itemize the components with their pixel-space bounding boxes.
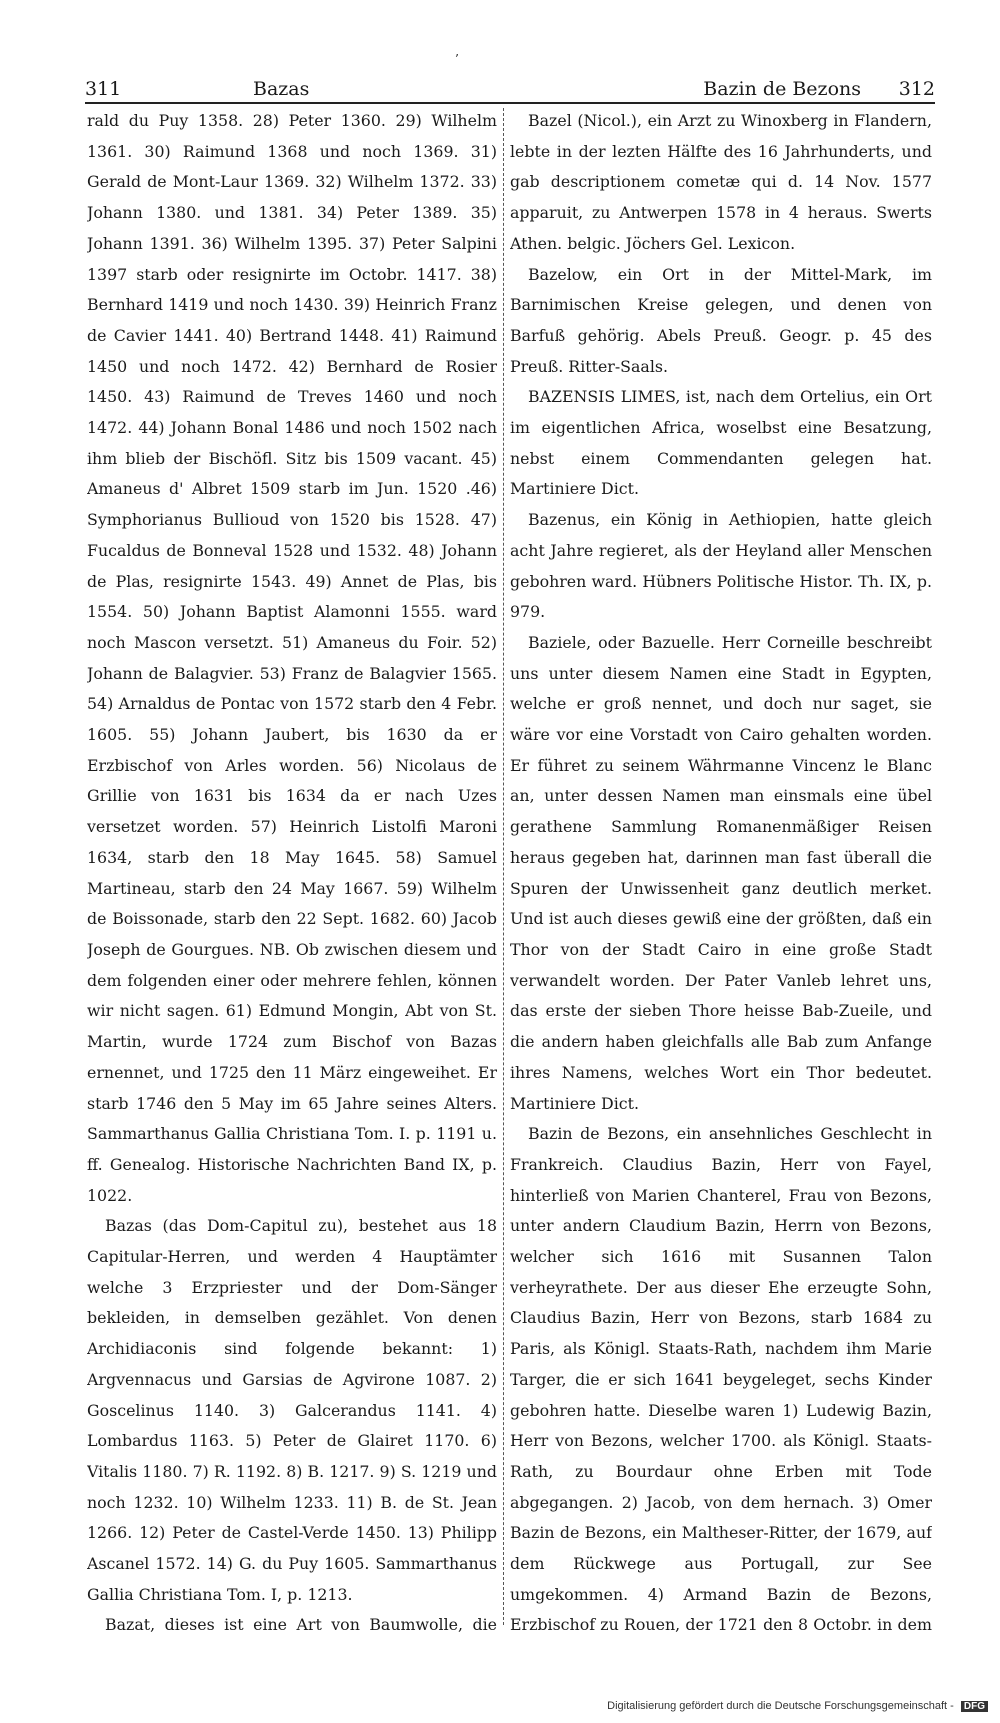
header-title-left: Bazas (253, 78, 310, 100)
header-rule (85, 102, 935, 104)
digitization-footer (607, 1700, 988, 1712)
dictionary-entry: rald du Puy 1358. 28) Peter 1360. 29) Wilhelm 1361. 30) Raimund 1368 und noch 1369. 31) Gerald de Mont-Laur 1369. 32) Wilhelm 1372. 33) Johann 1380. und 1381. 34) Peter 1389. 35) Johann 1391. 36) Wilhelm 1395. 37) Peter Salpini 1397 starb oder resignirte im Octobr. 1417. 38) Bernhard 1419 und noch 1430. 39) Heinrich Franz de Cavier 1441. 40) Bertrand 1448. 41) Raimund 1450 und noch 1472. 42) Bernhard de Rosier 1450. 43) Raimund de Treves 1460 und noch 1472. 44) Johann Bonal 1486 und noch 1502 nach ihm blieb der Bischöfl. Sitz bis 1509 vacant. 45) Amaneus d' Albret 1509 starb im Jun. 1520 .46) Symphorianus Bullioud von 1520 bis 1528. 47) Fucaldus de Bonneval 1528 und 1532. 48) Johann de Plas, resignirte 1543. 49) Annet de Plas, bis 1554. 50) Johann Baptist Alamonni 1555. ward noch Mascon versetzt. 51) Amaneus du Foir. 52) Johann de Balagvier. 53) Franz de Balagvier 1565. 54) Arnaldus de Pontac von 1572 starb den 4 Febr. 1605. 55) Johann Jaubert, bis 1630 da er Erzbischof von Arles worden. 56) Nicolaus de Grillie von 1631 bis 1634 da er nach Uzes versetzet worden. 57) Heinrich Listolfi Maroni 1634, starb den 18 May 1645. 58) Samuel Martineau, starb den 24 May 1667. 59) Wilhelm de Boissonade, starb den 22 Sept. 1682. 60) Jacob Joseph de Gourgues. NB. Ob zwischen diesem und dem folgenden einer oder mehrere fehlen, können wir nicht sagen. 61) Edmund Mongin, Abt von St. Martin, wurde 1724 zum Bischof von Bazas ernennet, und 1725 den 11 März eingeweihet. Er starb 1746 den 5 May im 65 Jahre seines Alters. Sammarthanus Gallia Christiana Tom. I. p. 1191 u. ff. Genealog. Historische Nachrichten Band IX, p. 1022. (87, 111, 497, 1205)
dictionary-entry: Bazelow, ein Ort in der Mittel-Mark, im Barnimischen Kreise gelegen, und denen von Barfuß gehörig. Abels Preuß. Geogr. p. 45 des Preuß. Ritter-Saals. (510, 264, 932, 376)
left-column (87, 106, 497, 1646)
page-number-right: 312 (898, 78, 935, 100)
right-column (510, 106, 932, 1646)
footer-text: Digitalisierung gefördert durch die Deutsche Forschungsgemeinschaft - (607, 1700, 954, 1712)
running-header (85, 78, 935, 104)
dictionary-entry: Bazenus, ein König in Aethiopien, hatte gleich acht Jahre regieret, als der Heyland aller Menschen gebohren ward. Hübners Politische Histor. Th. IX, p. 979. (510, 510, 932, 622)
dfg-logo-badge: DFG (961, 1701, 988, 1712)
page-mark: ’ (455, 52, 459, 66)
dictionary-entry: Bazel (Nicol.), ein Arzt zu Winoxberg in Flandern, lebte in der lezten Hälfte des 16 Jahrhunderts, und gab descriptionem cometæ qui d. 14 Nov. 1577 apparuit, zu Antwerpen 1578 in 4 heraus. Swerts Athen. belgic. Jöchers Gel. Lexicon. (510, 111, 932, 253)
page-number-left: 311 (85, 78, 122, 100)
dictionary-entry: Bazin de Bezons, ein ansehnliches Geschlecht in Frankreich. Claudius Bazin, Herr von Fayel, hinterließ von Marien Chanterel, Frau von Bezons, unter andern Claudium Bazin, Herrn von Bezons, welcher sich 1616 mit Susannen Talon verheyrathete. Der aus dieser Ehe erzeugte Sohn, Claudius Bazin, Herr von Bezons, starb 1684 zu Paris, als Königl. Staats-Rath, nachdem ihm Marie Targer, die er sich 1641 beygeleget, sechs Kinder gebohren hatte. Dieselbe waren 1) Ludewig Bazin, Herr von Bezons, welcher 1700. als Königl. Staats-Rath, zu Bourdaur ohne Erben mit Tode abgegangen. 2) Jacob, von dem hernach. 3) Omer Bazin de Bezons, ein Maltheser-Ritter, der 1679, auf dem Rückwege aus Portugall, zur See umgekommen. 4) Armand Bazin de Bezons, Erzbischof zu Rouen, der 1721 den 8 Octobr. in dem (510, 1124, 932, 1635)
column-divider (503, 108, 504, 1625)
dictionary-entry: Bazas (das Dom-Capitul zu), bestehet aus 18 Capitular-Herren, und werden 4 Hauptämter welche 3 Erzpriester und der Dom-Sänger bekleiden, in demselben gezählet. Von denen Archidiaconis sind folgende bekannt: 1) Argvennacus und Garsias de Agvirone 1087. 2) Goscelinus 1140. 3) Galcerandus 1141. 4) Lombardus 1163. 5) Peter de Glairet 1170. 6) Vitalis 1180. 7) R. 1192. 8) B. 1217. 9) S. 1219 und noch 1232. 10) Wilhelm 1233. 11) B. de St. Jean 1266. 12) Peter de Castel-Verde 1450. 13) Philipp Ascanel 1572. 14) G. du Puy 1605. Sammarthanus Gallia Christiana Tom. I, p. 1213. (87, 1216, 497, 1604)
dictionary-entry: Baziele, oder Bazuelle. Herr Corneille beschreibt uns unter diesem Namen eine Stadt in Egypten, welche er groß nennet, und doch nur saget, sie wäre vor eine Vorstadt von Cairo gehalten worden. Er führet zu seinem Währmanne Vincenz le Blanc an, unter dessen Namen man einsmals eine übel gerathene Sammlung Romanenmäßiger Reisen heraus gegeben hat, darinnen man fast überall die Spuren der Unwissenheit ganz deutlich merket. Und ist auch dieses gewiß eine der größten, daß ein Thor von der Stadt Cairo in eine große Stadt verwandelt worden. Der Pater Vanleb lehret uns, das erste der sieben Thore heisse Bab-Zueile, und die andern haben gleichfalls alle Bab zum Anfange ihres Namens, welches Wort ein Thor bedeutet. Martiniere Dict. (510, 632, 932, 1113)
dictionary-entry: BAZENSIS LIMES, ist, nach dem Ortelius, ein Ort im eigentlichen Africa, woselbst eine Besatzung, nebst einem Commendanten gelegen hat. Martiniere Dict. (510, 387, 932, 499)
header-title-right: Bazin de Bezons (703, 78, 861, 100)
dictionary-entry: Bazat, dieses ist eine Art von Baumwolle, die (105, 1615, 497, 1635)
